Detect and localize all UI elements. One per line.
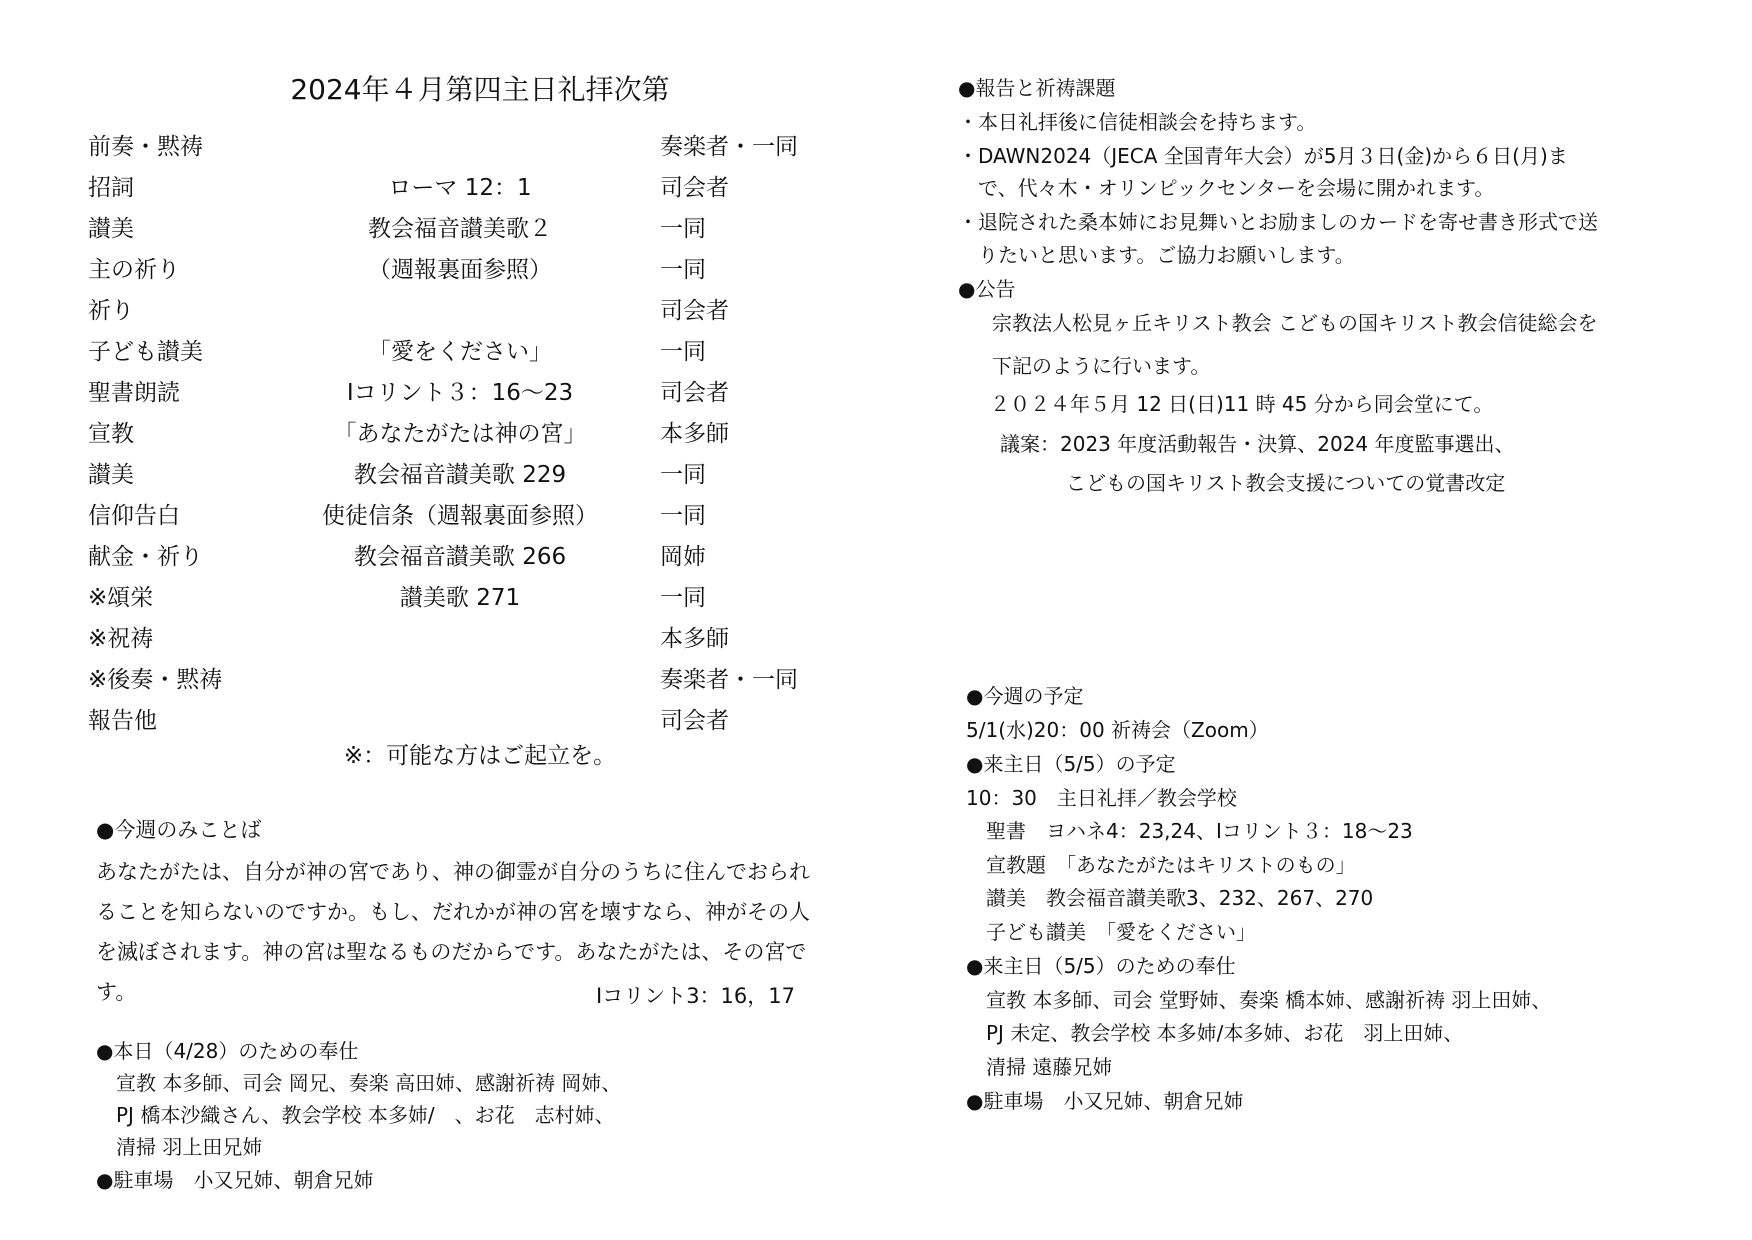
notice-line: こどもの国キリスト教会支援についての覚書改定 <box>1066 471 1506 495</box>
today-service-line: PJ 橋本沙織さん、教会学校 本多姉/ 、お花 志村姉、 <box>116 1103 615 1127</box>
today-service-heading: ●本日（4/28）のための奉仕 <box>96 1039 359 1063</box>
order-row <box>0 292 860 332</box>
order-row <box>0 374 860 414</box>
notice-line: ２０２４年５月 12 日(日)11 時 45 分から同会堂にて。 <box>990 392 1494 416</box>
order-content: 讃美歌 271 <box>399 585 521 611</box>
order-content: 「愛をください」 <box>368 339 552 365</box>
order-item: 宣教 <box>88 421 134 447</box>
order-row <box>0 661 860 701</box>
next-sunday-line: 聖書 ヨハネ4：23,24、Ⅰコリント３：18～23 <box>986 819 1413 843</box>
order-person: 奏楽者・一同 <box>660 667 798 693</box>
next-sunday-line: 子ども讃美 「愛をください」 <box>986 920 1256 944</box>
report-line: ・本日礼拝後に信徒相談会を持ちます。 <box>958 110 1317 134</box>
order-item: 讃美 <box>88 462 134 488</box>
order-row <box>0 128 860 168</box>
next-parking: ●駐車場 小又兄姉、朝倉兄姉 <box>966 1089 1244 1113</box>
order-content: 「あなたがたは神の宮」 <box>333 421 587 447</box>
order-row <box>0 210 860 250</box>
notice-line: 宗教法人松見ヶ丘キリスト教会 こどもの国キリスト教会信徒総会を <box>992 311 1598 335</box>
verse-reference: Ⅰコリント3：16，17 <box>596 984 795 1008</box>
order-row <box>0 251 860 291</box>
order-content: 教会福音讃美歌 266 <box>353 544 567 570</box>
order-row <box>0 538 860 578</box>
next-service-line: 清掃 遠藤兄姉 <box>986 1055 1113 1079</box>
next-sunday-line: 10：30 主日礼拝／教会学校 <box>966 786 1237 810</box>
order-person: 司会者 <box>660 298 729 324</box>
report-line: で、代々木・オリンピックセンターを会場に開かれます。 <box>958 176 1495 200</box>
order-person: 本多師 <box>660 626 729 652</box>
word-heading: ●今週のみことば <box>96 818 262 842</box>
order-person: 司会者 <box>660 175 729 201</box>
order-item: 主の祈り <box>88 257 180 283</box>
schedule-week-line: 5/1(水)20：00 祈祷会（Zoom） <box>966 718 1269 742</box>
order-row <box>0 702 860 742</box>
today-parking: ●駐車場 小又兄姉、朝倉兄姉 <box>96 1168 374 1192</box>
report-line: ・退院された桑本姉にお見舞いとお励ましのカードを寄せ書き形式で送 <box>958 210 1598 234</box>
next-sunday-heading: ●来主日（5/5）の予定 <box>966 752 1176 776</box>
order-content: 教会福音讃美歌 229 <box>353 462 567 488</box>
order-person: 奏楽者・一同 <box>660 134 798 160</box>
notice-heading: ●公告 <box>958 277 1016 301</box>
order-item: 報告他 <box>88 708 157 734</box>
verse-line: あなたがたは、自分が神の宮であり、神の御霊が自分のうちに住んでおられ <box>96 860 810 884</box>
order-row <box>0 415 860 455</box>
next-sunday-line: 宣教題 「あなたがたはキリストのもの」 <box>986 853 1356 877</box>
order-content: 教会福音讃美歌２ <box>368 216 552 242</box>
notice-line: 下記のように行います。 <box>992 354 1211 378</box>
page-title: 2024年４月第四主日礼拝次第 <box>290 73 670 106</box>
order-item: ※頌栄 <box>88 585 154 611</box>
today-service-line: 宣教 本多師、司会 岡兄、奏楽 高田姉、感謝祈祷 岡姉、 <box>116 1071 622 1095</box>
order-item: 祈り <box>88 298 134 324</box>
order-person: 一同 <box>660 585 706 611</box>
order-item: 信仰告白 <box>88 503 180 529</box>
verse-line: す。 <box>96 980 137 1004</box>
order-row <box>0 620 860 660</box>
order-row <box>0 456 860 496</box>
verse-line: ることを知らないのですか。もし、だれかが神の宮を壊すなら、神がその人 <box>96 900 810 924</box>
order-content: ローマ 12：1 <box>388 175 532 201</box>
order-item: 子ども讃美 <box>88 339 203 365</box>
order-person: 一同 <box>660 462 706 488</box>
order-item: 献金・祈り <box>88 544 203 570</box>
order-item: ※後奏・黙祷 <box>88 667 223 693</box>
today-service-line: 清掃 羽上田兄姉 <box>116 1135 263 1159</box>
standing-note: ※：可能な方はご起立を。 <box>343 743 617 769</box>
order-item: ※祝祷 <box>88 626 154 652</box>
schedule-heading: ●今週の予定 <box>966 684 1084 708</box>
order-person: 司会者 <box>660 708 729 734</box>
notice-line: 議案：2023 年度活動報告・決算、2024 年度監事選出、 <box>1000 432 1515 456</box>
order-row <box>0 333 860 373</box>
order-row <box>0 497 860 537</box>
order-person: 一同 <box>660 216 706 242</box>
verse-line: を滅ぼされます。神の宮は聖なるものだからです。あなたがたは、その宮で <box>96 940 807 964</box>
order-person: 一同 <box>660 339 706 365</box>
report-line: りたいと思います。ご協力お願いします。 <box>958 243 1355 267</box>
order-person: 一同 <box>660 503 706 529</box>
order-row <box>0 169 860 209</box>
order-person: 本多師 <box>660 421 729 447</box>
report-line: ・DAWN2024（JECA 全国青年大会）が5月３日(金)から６日(月)ま <box>958 144 1568 168</box>
order-person: 一同 <box>660 257 706 283</box>
order-item: 前奏・黙祷 <box>88 134 203 160</box>
next-service-line: PJ 未定、教会学校 本多姉/本多姉、お花 羽上田姉、 <box>986 1021 1464 1045</box>
reports-heading: ●報告と祈祷課題 <box>958 76 1116 100</box>
order-item: 聖書朗読 <box>88 380 180 406</box>
order-row <box>0 579 860 619</box>
order-content: Ⅰコリント３：16～23 <box>346 380 574 406</box>
next-service-heading: ●来主日（5/5）のための奉仕 <box>966 954 1236 978</box>
order-person: 司会者 <box>660 380 729 406</box>
order-content: 使徒信条（週報裏面参照） <box>322 503 598 529</box>
order-person: 岡姉 <box>660 544 706 570</box>
order-item: 招詞 <box>88 175 134 201</box>
next-service-line: 宣教 本多師、司会 堂野姉、奏楽 橋本姉、感謝祈祷 羽上田姉、 <box>986 988 1552 1012</box>
next-sunday-line: 讃美 教会福音讃美歌3、232、267、270 <box>986 886 1374 910</box>
order-content: （週報裏面参照） <box>368 257 552 283</box>
order-item: 讃美 <box>88 216 134 242</box>
